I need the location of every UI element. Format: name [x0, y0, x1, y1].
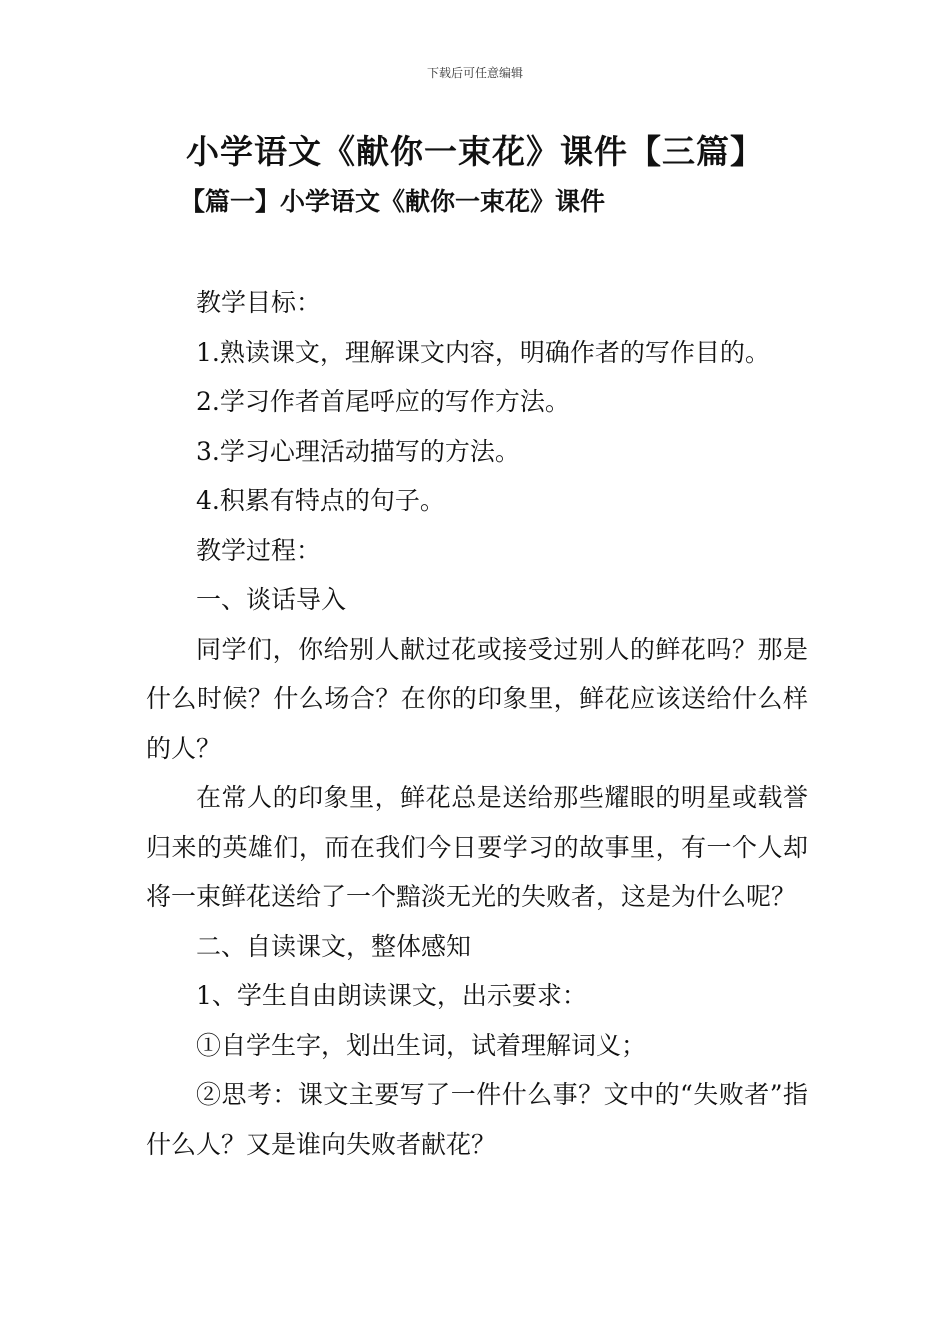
document-body [146, 278, 808, 1169]
section-heading: 【篇一】小学语文《献你一束花》课件 [180, 187, 606, 216]
paragraph-intro-questions: 同学们，你给别人献过花或接受过别人的鲜花吗？那是什么时候？什么场合？在你的印象里，鲜花应该送给什么样的人？ [146, 634, 808, 763]
paragraph-step-1-heading: 一、谈话导入 [196, 585, 347, 614]
paragraph-goal-1: 1.熟读课文，理解课文内容，明确作者的写作目的。 [196, 337, 770, 367]
paragraph-reading-requirements: 1、学生自由朗读课文，出示要求： [196, 981, 587, 1010]
paragraph-goal-2: 2.学习作者首尾呼应的写作方法。 [196, 387, 570, 416]
paragraph-requirement-1: ①自学生字，划出生词，试着理解词义； [196, 1030, 647, 1060]
paragraph-step-2-heading: 二、自读课文，整体感知 [196, 931, 472, 961]
paragraph-intro-context: 在常人的印象里，鲜花总是送给那些耀眼的明星或载誉归来的英雄们，而在我们今日要学习的故事里，有一个人却将一束鲜花送给了一个黯淡无光的失败者，这是为什么呢？ [146, 783, 808, 911]
paragraph-goal-4: 4.积累有特点的句子。 [196, 486, 445, 515]
paragraph-teaching-goals-heading: 教学目标： [196, 288, 322, 317]
header-note: 下载后可任意编辑 [426, 66, 523, 80]
paragraph-teaching-process-heading: 教学过程： [196, 535, 322, 565]
document-title: 小学语文《献你一束花》课件【三篇】 [186, 132, 764, 171]
paragraph-requirement-2: ②思考：课文主要写了一件什么事？文中的“失败者”指什么人？又是谁向失败者献花？ [146, 1080, 808, 1159]
paragraph-goal-3: 3.学习心理活动描写的方法。 [196, 436, 520, 466]
